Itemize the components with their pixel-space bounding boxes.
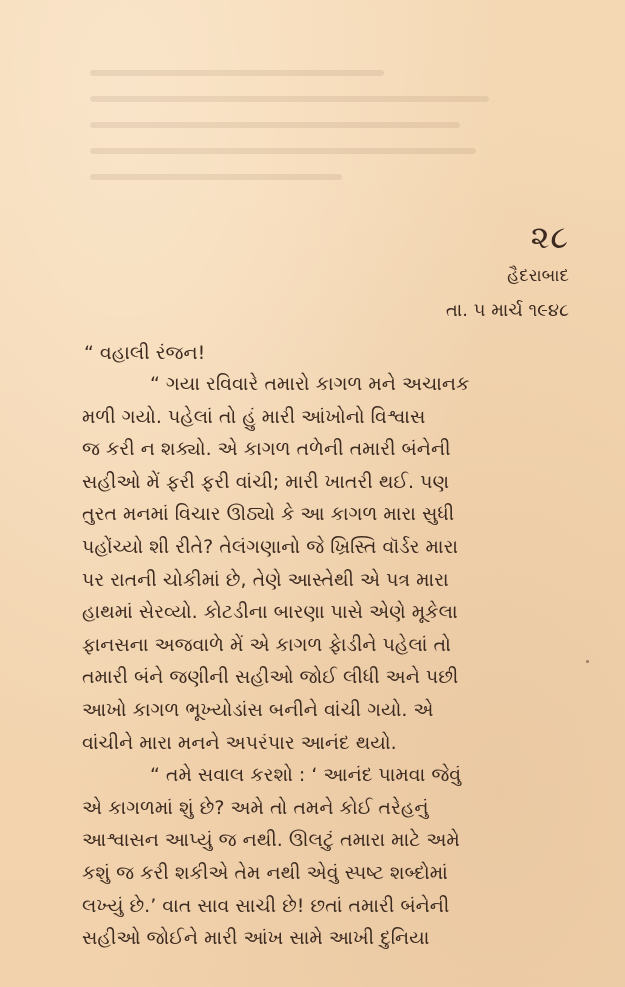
letter-body: [82, 368, 554, 955]
text-line: પર રાતની ચોકીમાં છે, તેણે આસ્તેથી એ પત્ર મારા: [82, 568, 449, 591]
text-line: એ કાગળમાં શું છે? અમે તો તમને કોઈ તરેહનું: [82, 796, 429, 819]
text-line: કશું જ કરી શકીએ તેમ નથી એવું સ્પષ્ટ શબ્દોમાં: [82, 861, 448, 884]
text-line: આશ્વાસન આપ્યું જ નથી. ઊલટું તમારા માટે અમે: [82, 829, 460, 852]
text-line: સહીઓ મેં ફરી ફરી વાંચી; મારી ખાતરી થઈ. પણ: [82, 470, 450, 493]
text-line: હાથમાં સેરવ્યો. કોટડીના બારણા પાસે એણે મૂકેલા: [82, 601, 458, 624]
show-through-text: [90, 70, 510, 200]
text-line: મળી ગયો. પહેલાં તો હું મારી આંખોનો વિશ્વાસ: [82, 405, 426, 428]
paragraph-2: [82, 759, 554, 955]
text-line: લખ્યું છે.’ વાત સાવ સાચી છે! છતાં તમારી બંનેની: [82, 894, 450, 917]
letter-salutation: “ વહાલી રંજન!: [84, 342, 206, 364]
text-line: “ તમે સવાલ કરશો : ‘ આનંદ પામવા જેવું: [150, 764, 462, 787]
text-line: સહીઓ જોઈને મારી આંખ સામે આખી દુનિયા: [82, 927, 430, 950]
text-line: પહોંચ્યો શી રીતે? તેલંગણાનો જે ખ્રિસ્તિ વૉર્ડર મારા: [82, 535, 459, 558]
text-line: તમારી બંને જણીની સહીઓ જોઈ લીધી અને પછી: [82, 666, 459, 689]
text-line: આખો કાગળ ભૂખ્યોડાંસ બનીને વાંચી ગયો. એ: [82, 698, 434, 721]
text-line: તુરત મનમાં વિચાર ઊઠ્યો કે આ કાગળ મારા સુધી: [82, 503, 455, 526]
text-line: જ કરી ન શક્યો. એ કાગળ તળેની તમારી બંનેની: [82, 438, 451, 461]
paragraph-1: [82, 368, 554, 759]
text-line: ફાનસના અજવાળે મેં એ કાગળ ફેાડીને પહેલાં તો: [82, 633, 451, 656]
ink-speck: [586, 660, 589, 663]
letter-date: તા. ૫ માર્ચ ૧૯૪૮: [445, 300, 569, 321]
chapter-number: ૨૮: [530, 218, 569, 256]
text-line: વાંચીને મારા મનને અપરંપાર આનંદ થયો.: [82, 731, 397, 754]
letter-place: હૈદરાબાદ: [507, 266, 569, 286]
text-line: “ ગયા રવિવારે તમારો કાગળ મને અચાનક: [150, 373, 470, 395]
